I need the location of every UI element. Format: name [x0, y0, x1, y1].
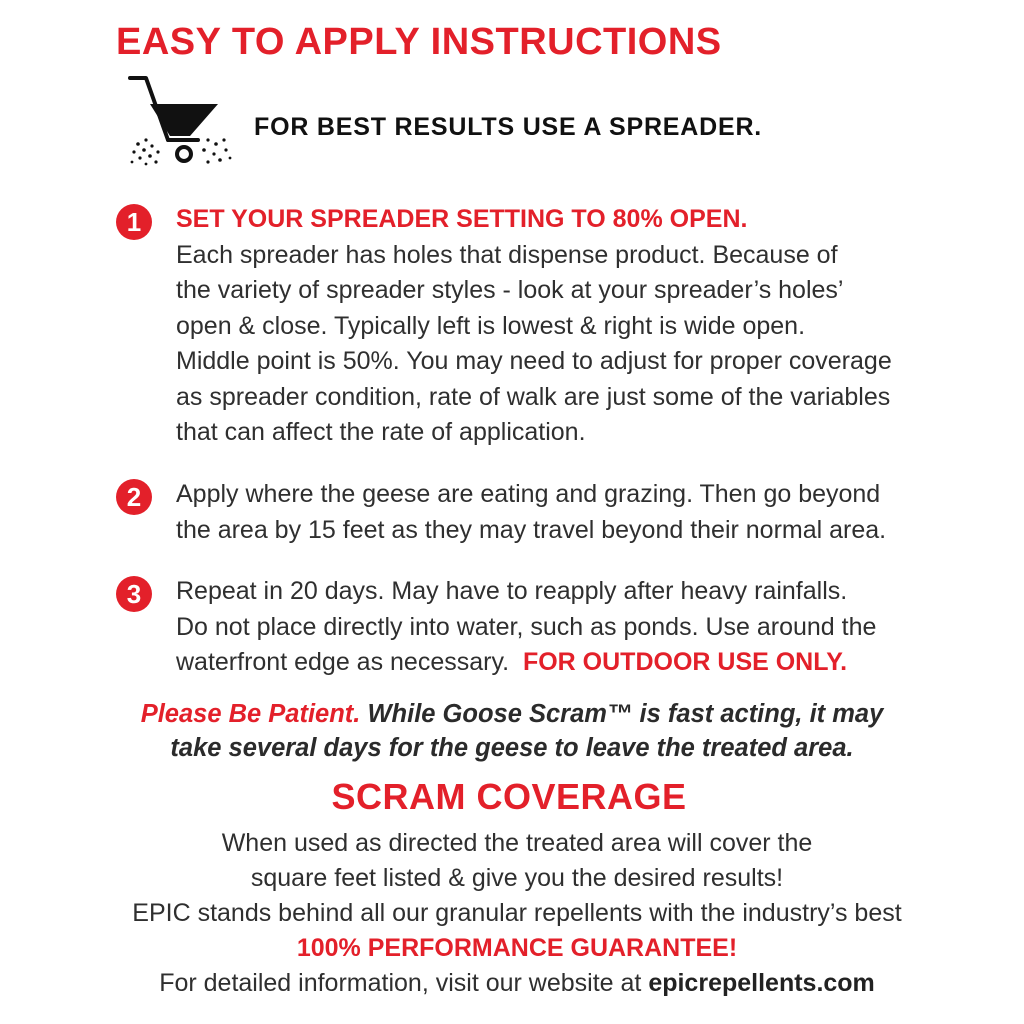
patience-line: Please Be Patient. While Goose Scram™ is fast acting, it may — [140, 700, 884, 728]
website-line: For detailed information, visit our website at epicrepellents.com — [159, 969, 875, 997]
page-title: EASY TO APPLY INSTRUCTIONS — [116, 21, 722, 63]
step-1-line: Middle point is 50%. You may need to adjust for proper coverage — [176, 347, 892, 375]
step-2-line: Apply where the geese are eating and grazing. Then go beyond — [176, 480, 881, 508]
step-1-line: open & close. Typically left is lowest & right is wide open. — [176, 311, 806, 340]
spreader-cart-icon — [128, 74, 234, 170]
step-3-line: Do not place directly into water, such as ponds. Use around the — [176, 612, 877, 641]
website-link[interactable]: epicrepellents.com — [648, 969, 875, 997]
step-3-line: waterfront edge as necessary. FOR OUTDOOR USE ONLY. — [176, 648, 848, 676]
patience-line: take several days for the geese to leave the treated area. — [170, 734, 854, 762]
performance-guarantee: 100% PERFORMANCE GUARANTEE! — [296, 934, 738, 962]
step-1-body — [176, 202, 892, 451]
step-2-body — [176, 477, 886, 548]
step-number-badge: 2 — [116, 479, 152, 515]
coverage-line: square feet listed & give you the desired results! — [250, 864, 784, 892]
step-2-line: the area by 15 feet as they may travel beyond their normal area. — [176, 515, 887, 544]
outdoor-use-notice: FOR OUTDOOR USE ONLY. — [522, 648, 848, 676]
spreader-tip: FOR BEST RESULTS USE A SPREADER. — [254, 113, 763, 141]
step-number-badge: 1 — [116, 204, 152, 240]
step-1-line: Each spreader has holes that dispense product. Because of — [176, 240, 838, 269]
patience-lead: Please Be Patient. — [140, 700, 361, 728]
patience-note — [0, 697, 1024, 765]
step-3-body — [176, 574, 876, 681]
step-1-line: as spreader condition, rate of walk are just some of the variables — [176, 382, 891, 411]
step-1-line: the variety of spreader styles - look at your spreader’s holes’ — [176, 276, 844, 304]
step-3-line: Repeat in 20 days. May have to reapply after heavy rainfalls. — [176, 577, 848, 605]
coverage-line: When used as directed the treated area will cover the — [221, 829, 813, 857]
coverage-body — [0, 826, 1024, 1001]
coverage-line: EPIC stands behind all our granular repellents with the industry’s best — [132, 899, 902, 927]
step-1-line: that can affect the rate of application. — [176, 418, 586, 446]
step-number-badge: 3 — [116, 576, 152, 612]
step-1-heading: SET YOUR SPREADER SETTING TO 80% OPEN. — [176, 205, 748, 233]
coverage-title: SCRAM COVERAGE — [331, 776, 687, 817]
